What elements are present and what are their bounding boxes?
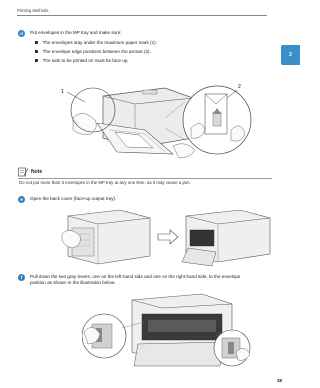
note-label: Note (31, 169, 43, 175)
note-pencil-icon (18, 167, 28, 177)
page-header-title: Printing Methods (17, 8, 49, 13)
step-text: Open the back cover (face-up output tray). (30, 196, 117, 201)
bullet-item (35, 40, 157, 45)
mp-tray-envelope-illustration (55, 68, 255, 163)
bullet-text: The side to be printed on must be face up. (42, 58, 129, 63)
step-number-badge: e (18, 196, 25, 203)
page-number: 18 (276, 378, 282, 383)
step-text-line: Pull down the two gray levers, one on the left-hand side and one on the right-hand side, to the envelope (30, 274, 241, 279)
back-cover-open-illustration (60, 206, 275, 268)
bullet-square-icon (35, 41, 38, 44)
callout-label-2: 2 (238, 84, 241, 90)
chapter-tab: 2 (281, 45, 300, 65)
step-f (18, 274, 240, 287)
step-number-badge: f (18, 274, 25, 281)
bullet-text: The envelopes stay under the maximum paper mark (1). (42, 40, 157, 45)
header-divider (17, 15, 267, 16)
right-arrow-icon (158, 230, 178, 244)
step-number-badge: d (18, 30, 25, 37)
bullet-item (35, 49, 151, 54)
note-text: Do not put more than 3 envelopes in the MP tray at any one time, as it may cause a jam. (19, 180, 191, 185)
bullet-text: The envelope edge positions between the arrows (2). (42, 49, 151, 54)
note-divider (18, 178, 272, 179)
step-text (30, 274, 240, 287)
step-text: Put envelopes in the MP tray and make sure: (30, 30, 122, 35)
bullet-item (35, 58, 129, 63)
step-e (18, 196, 116, 203)
bullet-square-icon (35, 59, 38, 62)
step-d (18, 30, 122, 37)
bullet-square-icon (35, 50, 38, 53)
gray-levers-illustration (82, 292, 252, 372)
step-text-line: position as shown in the illustration below. (30, 280, 116, 286)
callout-label-1: 1 (61, 89, 64, 95)
note-box (18, 167, 272, 188)
